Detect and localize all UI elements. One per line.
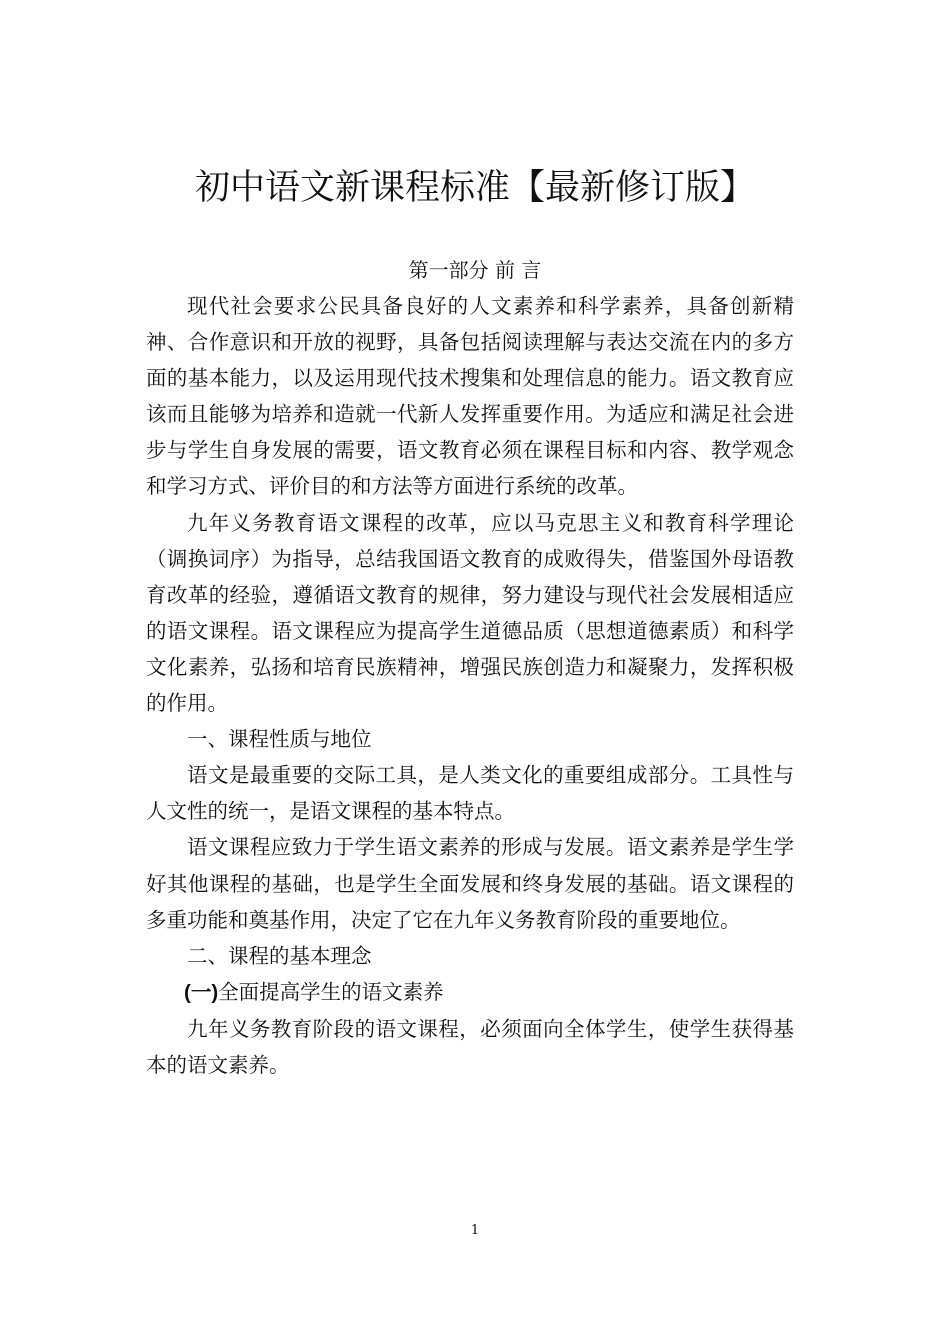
paragraph-intro-1: 现代社会要求公民具备良好的人文素养和科学素养，具备创新精神、合作意识和开放的视野，具备包括阅读理解与表达交流在内的多方面的基本能力，以及运用现代技术搜集和处理信息的能力。语文教育应该而且能够为培养和造就一代新人发挥重要作用。为适应和满足社会进步与学生自身发展的需要，语文教育必须在课程目标和内容、教学观念和学习方式、评价目的和方法等方面进行系统的改革。 — [146, 294, 794, 499]
paragraph-nature-1: 语文是最重要的交际工具，是人类文化的重要组成部分。工具性与人文性的统一，是语文课程的基本特点。 — [146, 763, 794, 824]
subsection-title: 全面提高学生的语文素养 — [218, 979, 444, 1004]
section-heading-nature: 一、课程性质与地位 — [187, 727, 372, 752]
paragraph-literacy-1: 九年义务教育阶段的语文课程，必须面向全体学生，使学生获得基本的语文素养。 — [146, 1016, 794, 1077]
part-heading: 第一部分 前 言 — [408, 258, 542, 282]
document-body — [146, 288, 794, 1083]
paragraph-intro-2: 九年义务教育语文课程的改革，应以马克思主义和教育科学理论（调换词序）为指导，总结我国语文教育的成败得失，借鉴国外母语教育改革的经验，遵循语文教育的规律，努力建设与现代社会发展相适应的语文课程。语文课程应为提高学生道德品质（思想道德素质）和科学文化素养，弘扬和培育民族精神，增强民族创造力和凝聚力，发挥积极的作用。 — [146, 510, 794, 716]
section-heading-philosophy: 二、课程的基本理念 — [187, 943, 372, 968]
subsection-marker: (一) — [184, 980, 219, 1004]
page-number: 1 — [470, 1223, 480, 1238]
paragraph-nature-2: 语文课程应致力于学生语文素养的形成与发展。语文素养是学生学好其他课程的基础，也是学生全面发展和终身发展的基础。语文课程的多重功能和奠基作用，决定了它在九年义务教育阶段的重要地位。 — [146, 835, 794, 932]
document-title: 初中语文新课程标准【最新修订版】 — [194, 168, 755, 208]
subsection-heading-literacy — [146, 974, 794, 1011]
